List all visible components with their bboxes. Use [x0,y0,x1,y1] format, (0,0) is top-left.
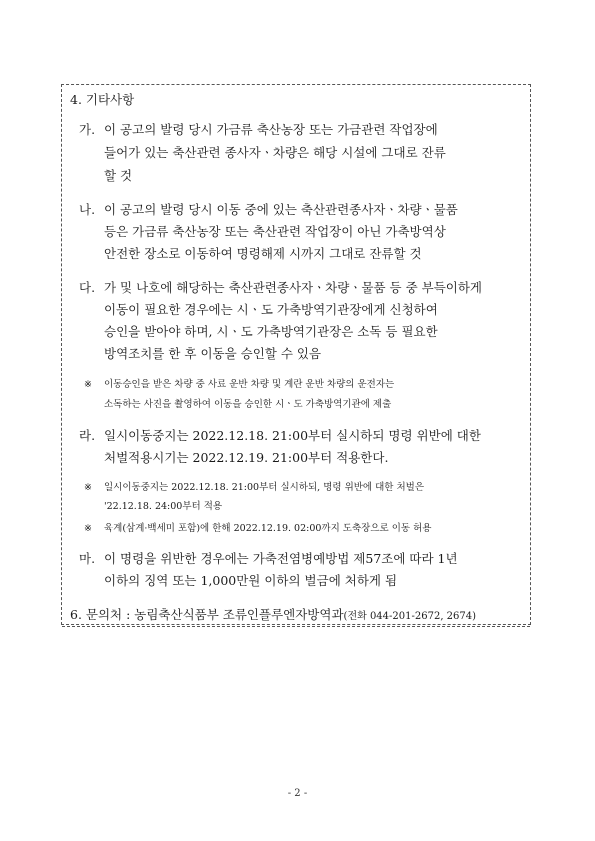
contact-phone: (전화 044-201-2672, 2674) [343,611,477,622]
item-na-label: 나. [79,202,96,217]
item-ga-line-3: 할 것 [104,168,133,183]
note-da-line-2: 소독하는 사진을 촬영하여 이동을 승인한 시ㆍ도 가축방역기관에 제출 [104,399,392,410]
item-ra-label: 라. [79,428,96,443]
bottom-divider [62,626,530,627]
item-da-label: 다. [79,280,96,295]
item-ma-line-1: 이 명령을 위반한 경우에는 가축전염병예방법 제57조에 따라 1년 [104,551,458,566]
note-ra-2-mark: ※ [84,523,92,534]
item-da-line-4: 방역조치를 한 후 이동을 승인할 수 있음 [104,346,322,361]
item-ga-line-1: 이 공고의 발령 당시 가금류 축산농장 또는 가금관련 작업장에 [104,122,438,137]
item-da-line-1: 가 및 나호에 해당하는 축산관련종사자ㆍ차량ㆍ물품 등 중 부득이하게 [104,280,482,295]
item-ra-line-1: 일시이동중지는 2022.12.18. 21:00부터 실시하되 명령 위반에 대한 [104,428,481,443]
note-ra-1-line-2: '22.12.18. 24:00부터 적용 [104,501,223,512]
item-da-line-3: 승인을 받아야 하며, 시ㆍ도 가축방역기관장은 소독 등 필요한 [104,324,438,339]
contact-department: 6. 문의처 : 농림축산식품부 조류인플루엔자방역과 [70,607,344,622]
item-ga-line-2: 들어가 있는 축산관련 종사자ㆍ차량은 해당 시설에 그대로 잔류 [104,145,446,160]
note-ra-1-line-1: 일시이동중지는 2022.12.18. 21:00부터 실시하되, 명령 위반에 대한 처벌은 [104,482,425,493]
note-da-mark: ※ [84,379,92,390]
item-da-line-2: 이동이 필요한 경우에는 시ㆍ도 가축방역기관장에게 신청하여 [104,302,438,317]
item-na-line-1: 이 공고의 발령 당시 이동 중에 있는 축산관련종사자ㆍ차량ㆍ물품 [104,202,458,217]
section-6-contact [70,606,476,622]
item-na-line-2: 등은 가금류 축산농장 또는 축산관련 작업장이 아닌 가축방역상 [104,224,446,239]
section-4-heading: 4. 기타사항 [70,92,135,107]
item-ga-label: 가. [79,122,96,137]
item-ma-line-2: 이하의 징역 또는 1,000만원 이하의 벌금에 처하게 됨 [104,573,398,588]
item-na-line-3: 안전한 장소로 이동하여 명령해제 시까지 그대로 잔류할 것 [104,246,422,261]
page-number: - 2 - [287,788,308,799]
note-da-line-1: 이동승인을 받은 차량 중 사료 운반 차량 및 계란 운반 차량의 운전자는 [104,379,395,390]
item-ra-line-2: 처벌적용시기는 2022.12.19. 21:00부터 적용한다. [104,450,389,465]
note-ra-1-mark: ※ [84,482,92,493]
note-ra-2-line-1: 육계(삼계·백세미 포함)에 한해 2022.12.19. 02:00까지 도축장으로 이동 허용 [104,523,432,534]
item-ma-label: 마. [79,551,96,566]
